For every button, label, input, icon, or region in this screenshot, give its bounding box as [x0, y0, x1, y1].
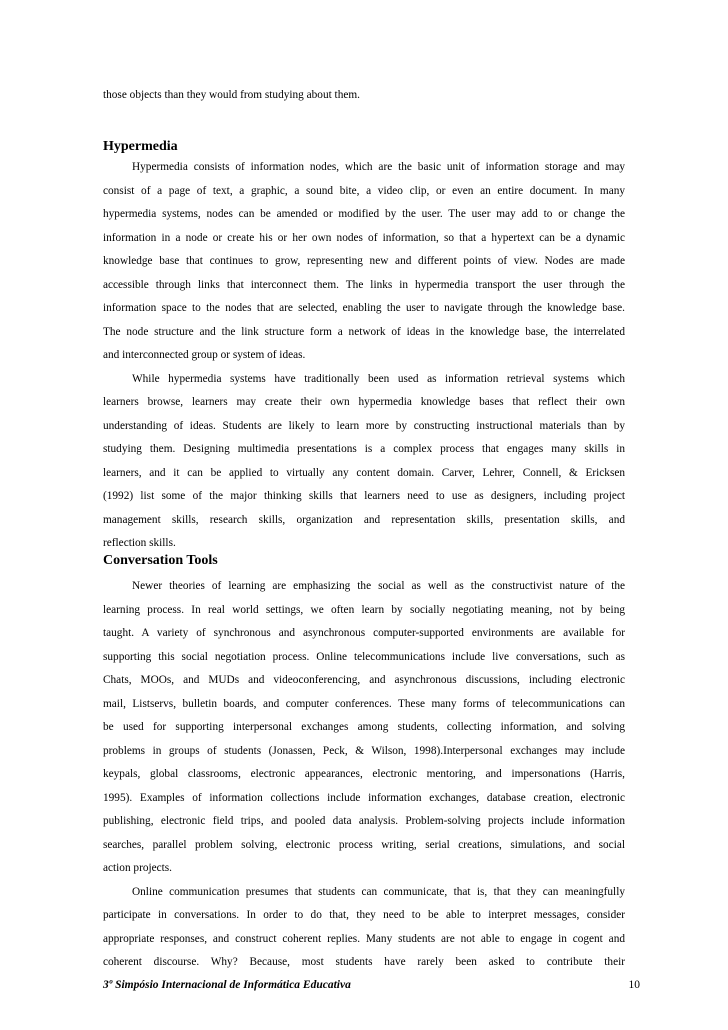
text-line: Hypermedia consists of information nodes, which are the basic unit of information storage and may — [132, 161, 625, 173]
text-line: hypermedia systems, nodes can be amended or modified by the user. The user may add to or change the — [103, 208, 625, 220]
page-number: 10 — [628, 979, 640, 991]
section-heading-conversation-tools: Conversation Tools — [103, 553, 218, 568]
text-line: problems in groups of students (Jonassen, Peck, & Wilson, 1998).Interpersonal exchanges may include — [103, 744, 625, 757]
text-line: studying them. Designing multimedia presentations is a complex process that engages many skills in — [103, 443, 625, 455]
text-line: appropriate responses, and construct coherent replies. Many students are not able to engage in cogent and — [103, 932, 625, 945]
text-line: be used for supporting interpersonal exchanges among students, collecting information, and solving — [103, 721, 625, 733]
text-line: keypals, global classrooms, electronic appearances, electronic mentoring, and impersonations (Harris, — [103, 768, 625, 780]
text-line: While hypermedia systems have traditionally been used as information retrieval systems which — [132, 372, 625, 385]
text-line: reflection skills. — [103, 537, 176, 549]
text-line: supporting this social negotiation process. Online telecommunications include live conversations, such as — [103, 650, 625, 663]
text-line: accessible through links that interconnect them. The links in hypermedia transport the user through the — [103, 278, 625, 291]
text-line: Newer theories of learning are emphasizing the social as well as the constructivist nature of the — [132, 580, 625, 592]
text-line: information space to the nodes that are selected, enabling the user to navigate through the knowledge base. — [103, 302, 625, 314]
text-line: consist of a page of text, a graphic, a sound bite, a video clip, or even an entire document. In many — [103, 184, 625, 197]
text-line: and interconnected group or system of ideas. — [103, 349, 306, 361]
text-line: coherent discourse. Why? Because, most students have rarely been asked to contribute their — [103, 956, 625, 968]
text-line: taught. A variety of synchronous and asynchronous computer-supported environments are available for — [103, 627, 625, 639]
text-line: Chats, MOOs, and MUDs and videoconferencing, and asynchronous discussions, including electronic — [103, 674, 625, 686]
text-line: learners, and it can be applied to virtually any content domain. Carver, Lehrer, Connell, & Ericksen — [103, 466, 625, 479]
text-line: publishing, electronic field trips, and pooled data analysis. Problem-solving projects include information — [103, 815, 625, 827]
text-line: The node structure and the link structure form a network of ideas in the knowledge base, the interrelated — [103, 325, 625, 338]
continuation-line: those objects than they would from studying about them. — [103, 89, 360, 101]
text-line: participate in conversations. In order to do that, they need to be able to interpret messages, consider — [103, 909, 625, 921]
text-line: 1995). Examples of information collections include information exchanges, database creation, electronic — [103, 791, 625, 804]
text-line: learners browse, learners may create their own hypermedia knowledge bases that reflect their own — [103, 396, 625, 408]
footer-title: 3º Simpósio Internacional de Informática Educativa — [103, 979, 351, 991]
text-line: (1992) list some of the major thinking skills that learners need to use as designers, including project — [103, 490, 625, 502]
section-body-hypermedia — [103, 156, 625, 556]
text-line: mail, Listservs, bulletin boards, and computer conferences. These many forms of telecommunications can — [103, 697, 625, 710]
text-line: learning process. In real world settings, we often learn by socially negotiating meaning, not by being — [103, 603, 625, 616]
text-line: action projects. — [103, 862, 173, 874]
text-line: management skills, research skills, organization and representation skills, presentation skills, and — [103, 513, 625, 526]
text-line: information in a node or create his or her own nodes of information, so that a hypertext can be a dynamic — [103, 231, 625, 244]
text-line: understanding of ideas. Students are likely to learn more by constructing instructional materials than by — [103, 419, 625, 432]
section-heading-hypermedia: Hypermedia — [103, 139, 178, 154]
text-line: searches, parallel problem solving, electronic process writing, serial creations, simulations, and social — [103, 838, 625, 851]
text-line: knowledge base that continues to grow, representing new and different points of view. Nodes are made — [103, 255, 625, 267]
text-line: Online communication presumes that students can communicate, that is, that they can meaningfully — [132, 885, 625, 898]
section-body-conversation-tools — [103, 575, 625, 975]
